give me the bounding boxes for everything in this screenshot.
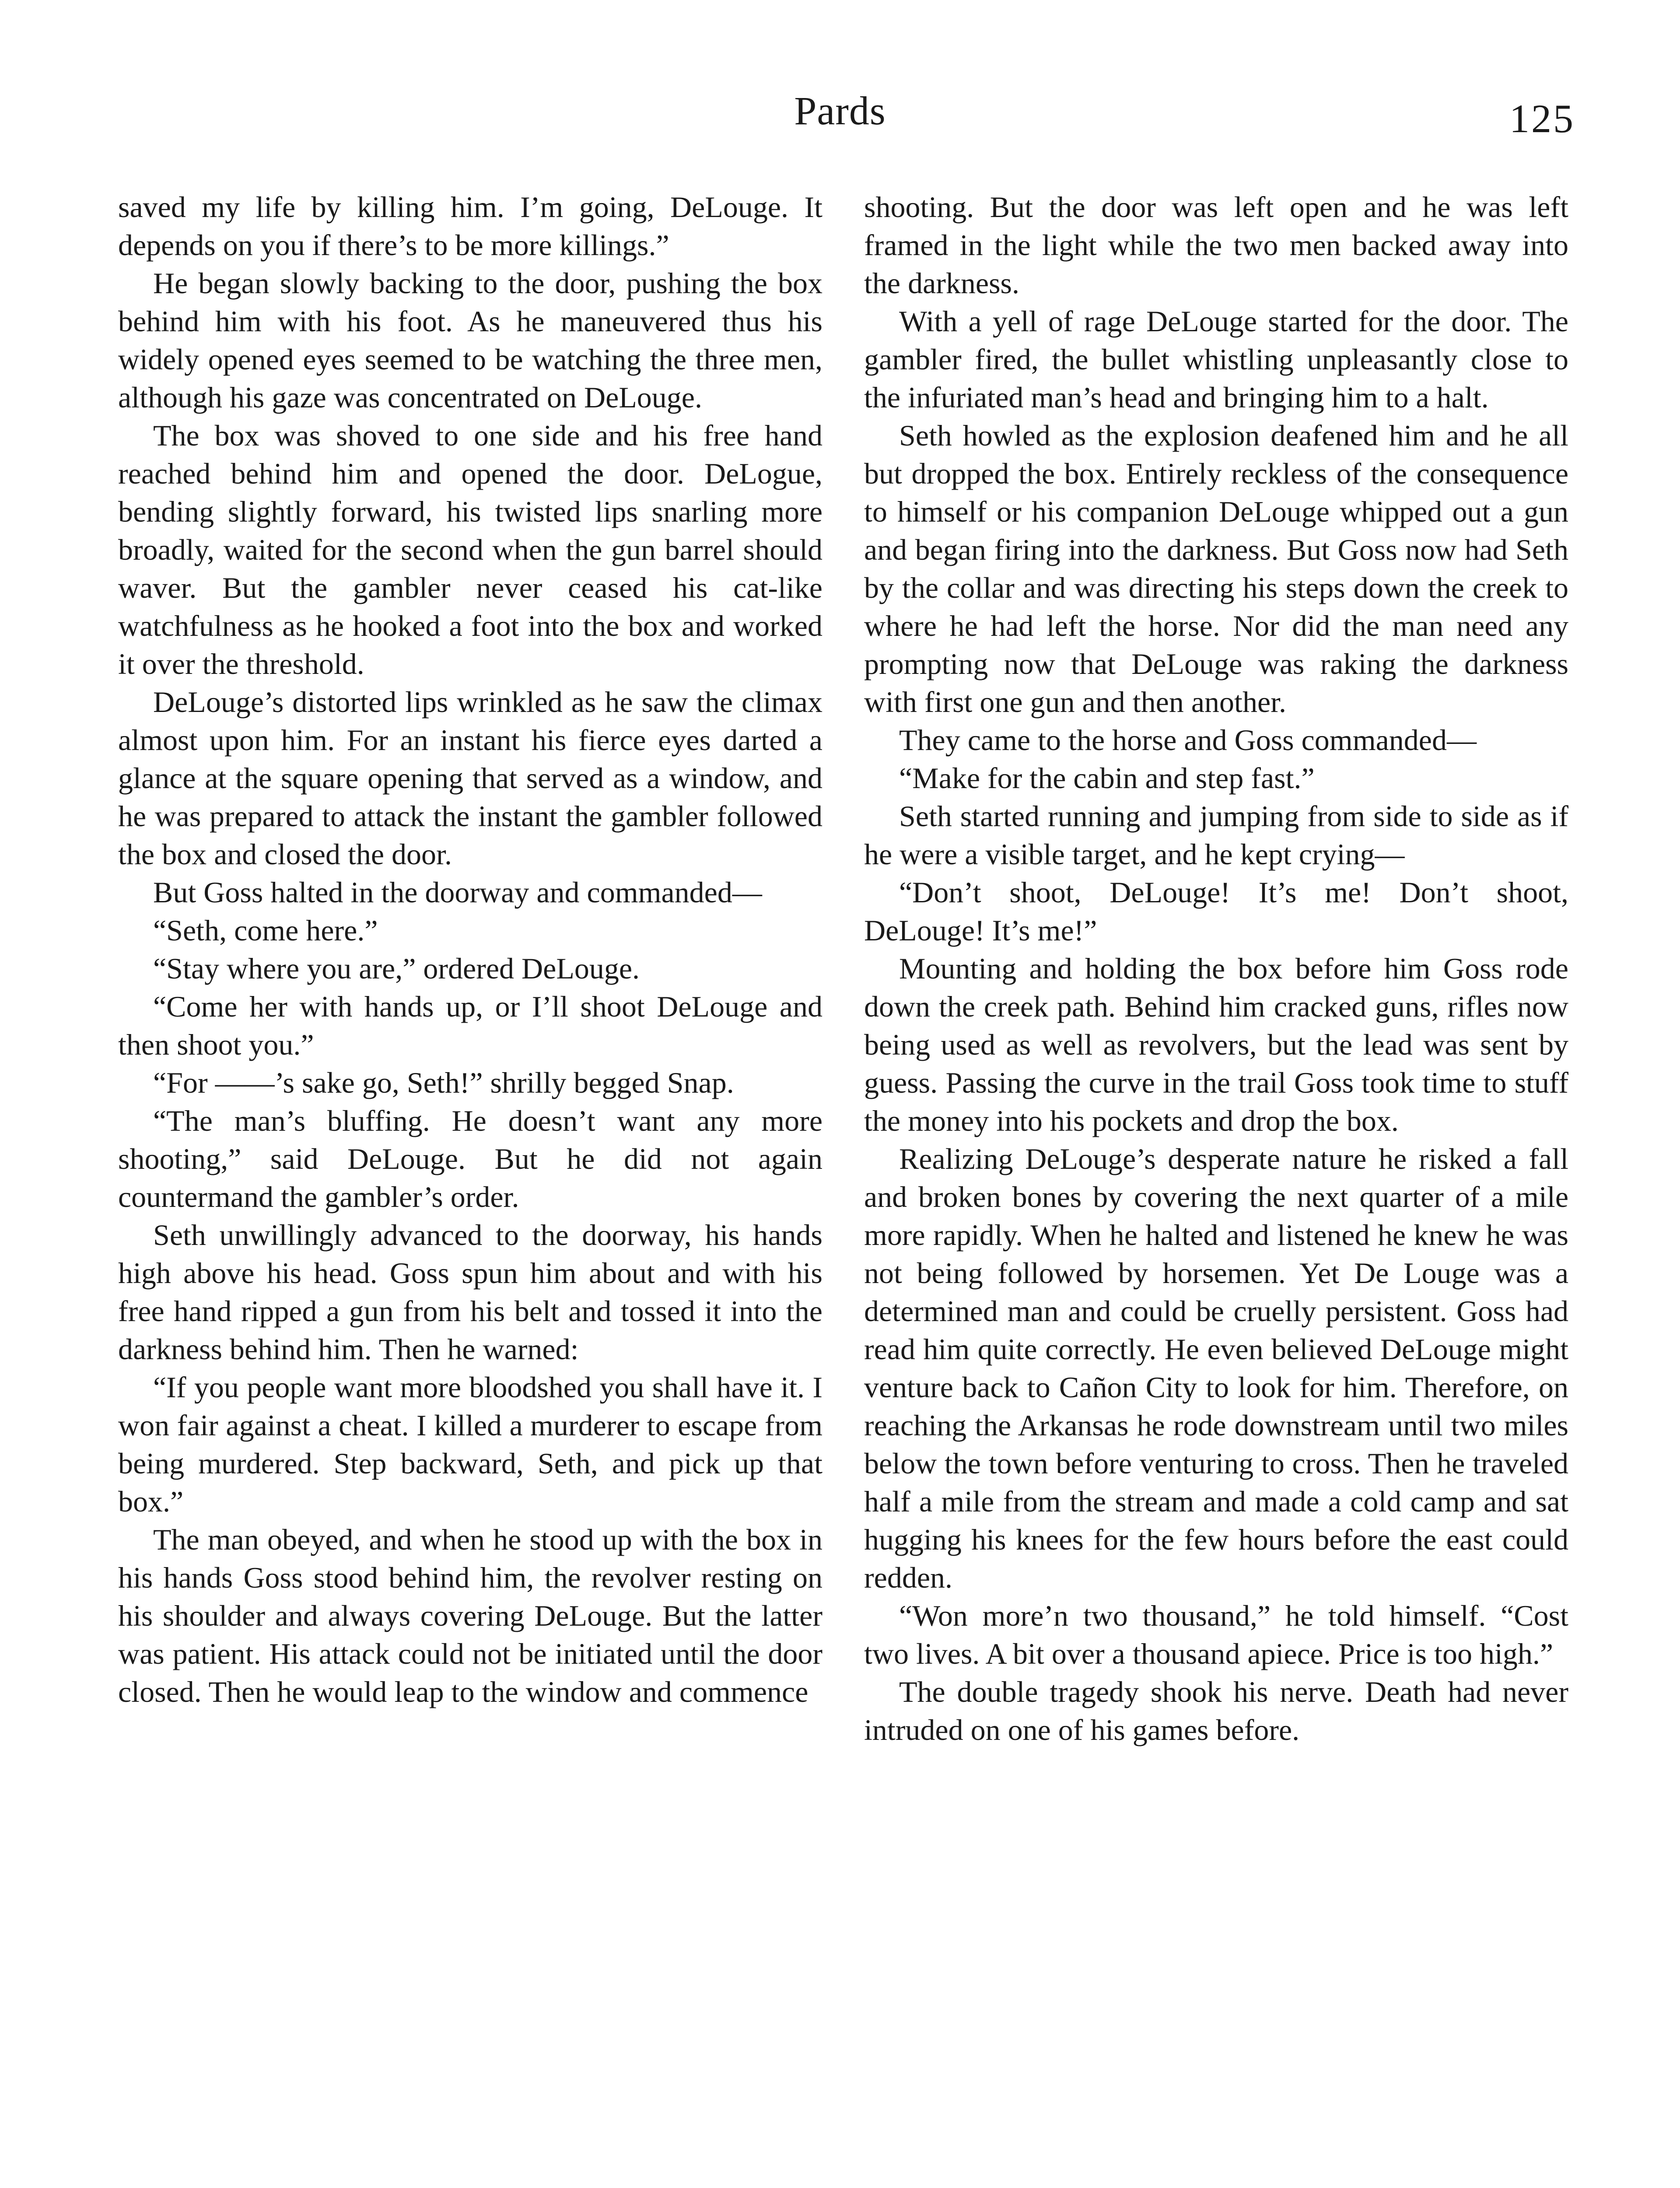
paragraph: Seth started running and jumping from side to side as if he were a visible target, and he kept crying— (864, 799, 1568, 871)
paragraph: “Don’t shoot, DeLouge! It’s me! Don’t shoot, DeLouge! It’s me!” (864, 876, 1568, 947)
paragraph: Seth howled as the explosion deafened him and he all but dropped the box. Entirely reckless of the consequence to himself or his companion DeLouge whipped out a gun and began firing into the darkness. But Goss now had Seth by the collar and was directing his steps down the creek to where he had left the horse. Nor did the man need any prompting now that DeLouge was raking the darkness with first one gun and then another. (864, 419, 1568, 719)
paragraph: “Come her with hands up, or I’ll shoot DeLouge and then shoot you.” (118, 990, 822, 1061)
paragraph: DeLouge’s distorted lips wrinkled as he saw the climax almost upon him. For an instant his fierce eyes darted a glance at the square opening that served as a window, and he was prepared to attack the instant the gambler followed the box and closed the door. (118, 685, 822, 871)
page-number: 125 (1509, 96, 1575, 141)
paragraph: Mounting and holding the box before him Goss rode down the creek path. Behind him cracked guns, rifles now being used as well as revolvers, but the lead was sent by guess. Passing the curve in the trail Goss took time to stuff the money into his pockets and drop the box. (864, 952, 1568, 1137)
running-head (0, 88, 1680, 153)
paragraph: “For ——’s sake go, Seth!” shrilly begged Snap. (153, 1066, 734, 1099)
paragraph: But Goss halted in the doorway and commanded— (153, 876, 762, 909)
paragraph: “Seth, come here.” (153, 914, 378, 947)
paragraph: The double tragedy shook his nerve. Death had never intruded on one of his games before. (864, 1675, 1568, 1746)
paragraph: With a yell of rage DeLouge started for the door. The gambler fired, the bullet whistling unpleasantly close to the infuriated man’s head and bringing him to a halt. (864, 305, 1568, 414)
paragraph: “Stay where you are,” ordered DeLouge. (153, 952, 640, 985)
paragraph: “The man’s bluffing. He doesn’t want any more shooting,” said DeLouge. But he did not again countermand the gambler’s order. (118, 1104, 822, 1213)
right-column (864, 188, 1568, 2188)
page-title: Pards (794, 88, 886, 133)
paragraph: The man obeyed, and when he stood up with the box in his hands Goss stood behind him, the revolver resting on his shoulder and always covering DeLouge. But the latter was patient. His attack could not be initiated until the door closed. Then he would leap to the window and commence (118, 1523, 822, 1708)
paragraph: They came to the horse and Goss commanded— (899, 723, 1477, 757)
paragraph: He began slowly backing to the door, pushing the box behind him with his foot. As he maneuvered thus his widely opened eyes seemed to be watching the three men, although his gaze was concentrated on DeLouge. (118, 266, 822, 414)
paragraph: “Won more’n two thousand,” he told himself. “Cost two lives. A bit over a thousand apiece. Price is too high.” (864, 1599, 1568, 1670)
paragraph: saved my life by killing him. I’m going, DeLouge. It depends on you if there’s to be more killings.” (118, 190, 822, 262)
paragraph: Realizing DeLouge’s desperate nature he risked a fall and broken bones by covering the next quarter of a mile more rapidly. When he halted and listened he knew he was not being followed by horsemen. Yet De Louge was a determined man and could be cruelly persistent. Goss had read him quite correctly. He even believed DeLouge might venture back to Cañon City to look for him. Therefore, on reaching the Arkansas he rode downstream until two miles below the town before venturing to cross. Then he traveled half a mile from the stream and made a cold camp and sat hugging his knees for the few hours before the east could redden. (864, 1142, 1568, 1594)
paragraph: “If you people want more bloodshed you shall have it. I won fair against a cheat. I killed a murderer to escape from being murdered. Step backward, Seth, and pick up that box.” (118, 1371, 822, 1518)
paragraph: “Make for the cabin and step fast.” (899, 761, 1315, 795)
paragraph: Seth unwillingly advanced to the doorway, his hands high above his head. Goss spun him about and with his free hand ripped a gun from his belt and tossed it into the darkness behind him. Then he warned: (118, 1218, 822, 1366)
left-column (118, 188, 822, 2188)
paragraph: shooting. But the door was left open and he was left framed in the light while the two men backed away into the darkness. (864, 190, 1568, 300)
paragraph: The box was shoved to one side and his free hand reached behind him and opened the door. DeLogue, bending slightly forward, his twisted lips snarling more broadly, waited for the second when the gun barrel should waver. But the gambler never ceased his cat-like watchfulness as he hooked a foot into the box and worked it over the threshold. (118, 419, 822, 680)
